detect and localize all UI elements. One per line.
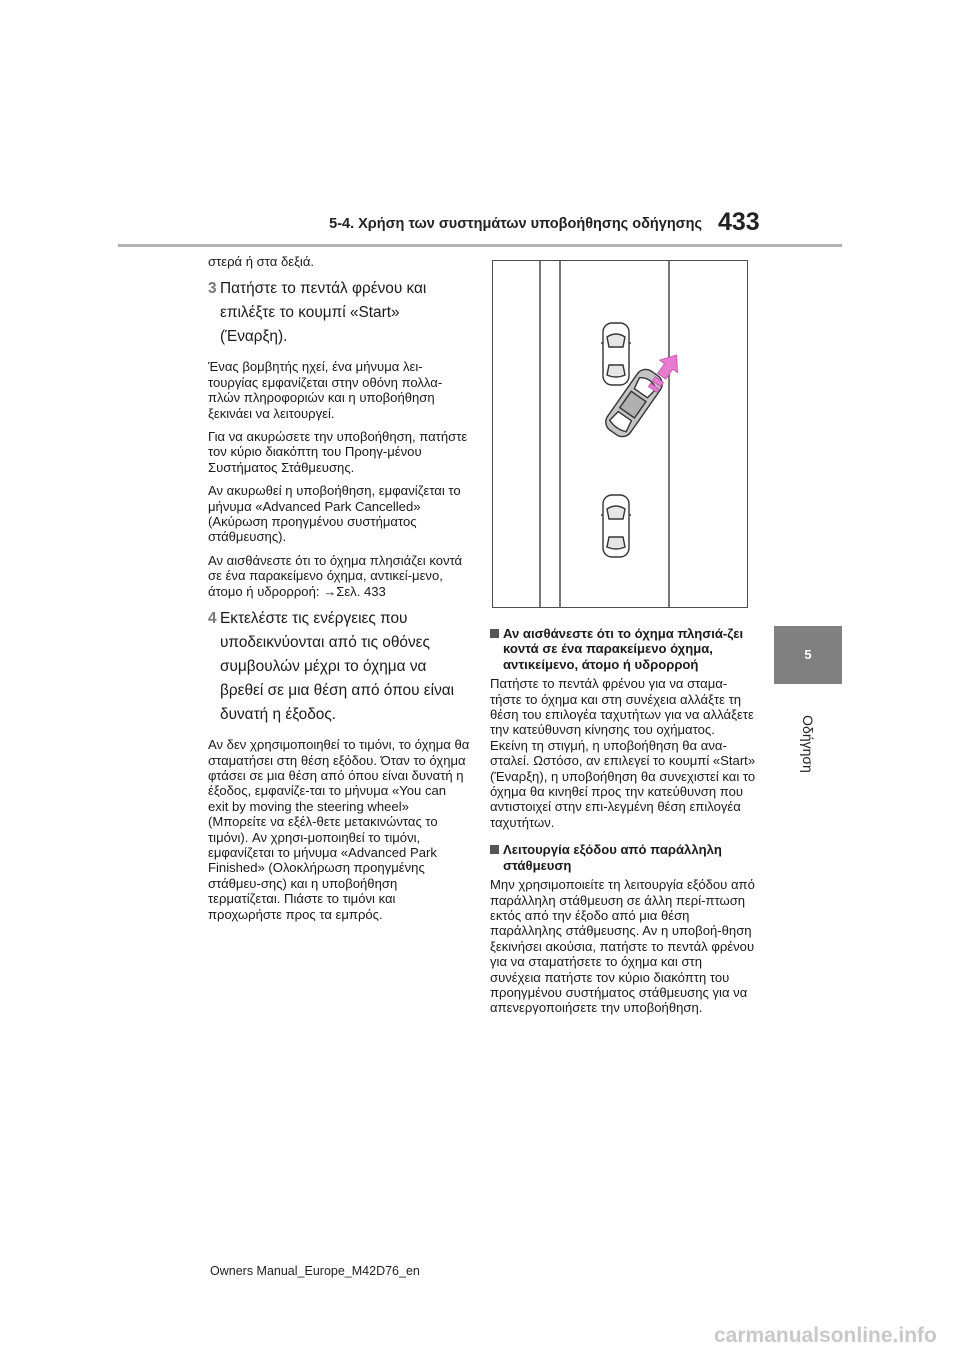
- subheading: [490, 626, 756, 672]
- step-text: Πατήστε το πεντάλ φρένου και επιλέξτε το κουμπί «Start» (Έναρξη).: [220, 280, 427, 346]
- chapter-label: Οδήγηση: [800, 715, 816, 773]
- left-column: [208, 254, 470, 930]
- paragraph: Για να ακυρώσετε την υποβοήθηση, πατήστε τον κύριο διακόπτη του Προηγ-μένου Συστήματος Στάθμευσης.: [208, 429, 468, 475]
- step-number: 3: [208, 280, 217, 298]
- square-bullet-icon: [490, 845, 499, 854]
- step-text: Εκτελέστε τις ενέργειες που υποδεικνύονται από τις οθόνες συμβουλών μέχρι το όχημα να βρεθεί σε μια θέση από όπου είναι δυνατή η έξοδος.: [220, 610, 455, 724]
- chapter-tab[interactable]: 5: [774, 626, 842, 684]
- paragraph: Μην χρησιμοποιείτε τη λειτουργία εξόδου από παράλληλη στάθμευση σε άλλη περί-πτωση εκτός από την έξοδο από μια θέση παράλληλης στάθμευσης. Αν η υποβοή-θηση ξεκινήσει ακούσια, πατήστε το πεντάλ φρένου για να σταματήσετε το όχημα και στη συνέχεια πατήστε τον κύριο διακόπτη του προηγμένου συστήματος στάθμευσης για να απενεργοποιήσετε την υποβοήθηση.: [490, 877, 755, 1016]
- intro-text: στερά ή στα δεξιά.: [208, 254, 315, 269]
- step-3: [208, 277, 470, 349]
- parked-car-rear: [601, 495, 631, 557]
- section-title: 5-4. Χρήση των συστημάτων υποβοήθησης οδήγησης: [329, 216, 702, 232]
- paragraph: Αν δεν χρησιμοποιηθεί το τιμόνι, το όχημα θα σταματήσει στη θέση εξόδου. Όταν το όχημα φτάσει σε μια θέση από όπου είναι δυνατή η έξοδος, εμφανίζε-ται το μήνυμα «You can exit by moving the steering wheel» (Μπορείτε να εξέλ-θετε μετακινώντας το τιμόνι). Αν χρησι-μοποιηθεί το τιμόνι, εμφανίζεται το μήνυμα «Advanced Park Finished» (Ολοκλήρωση προηγμένης στάθμευ-σης) και η υποβοήθηση τερματίζεται. Πιάστε το τιμόνι και προχωρήστε προς τα εμπρός.: [208, 737, 470, 922]
- paragraph: Αν αισθάνεστε ότι το όχημα πλησιάζει κοντά σε ένα παρακείμενο όχημα, αντικεί-μενο, άτομο ή υδρορροή: →Σελ. 433: [208, 552, 463, 599]
- parking-exit-illustration: [492, 260, 748, 608]
- paragraph: Πατήστε το πεντάλ φρένου για να σταμα-τήστε το όχημα και στη συνέχεια αλλάξτε τη θέση του επιλογέα ταχυτήτων για να αλλάξετε την κατεύθυνση κίνησης του οχήματος.: [490, 676, 754, 738]
- parked-car-front: [601, 323, 631, 385]
- square-bullet-icon: [490, 629, 499, 638]
- paragraph: Ένας βομβητής ηχεί, ένα μήνυμα λει-τουργίας εμφανίζεται στην οθόνη πολλα-πλών πληροφοριών και η υποβοήθηση ξεκινάει να λειτουργεί.: [208, 359, 443, 421]
- footer-text: Owners Manual_Europe_M42D76_en: [210, 1264, 420, 1278]
- step-number: 4: [208, 610, 217, 628]
- header-divider: [118, 244, 842, 247]
- subheading-text: Λειτουργία εξόδου από παράλληλη στάθμευση: [503, 842, 722, 873]
- paragraph: Εκείνη τη στιγμή, η υποβοήθηση θα ανα-σταλεί. Ωστόσο, αν επιλεγεί το κουμπί «Start» (Έναρξη), η υποβοήθηση θα συνεχιστεί και το όχημα θα κινηθεί προς την κατεύθυνση που αντιστοιχεί στην επι-λεγμένη θέση επιλογέα ταχυτήτων.: [490, 737, 756, 830]
- page-number: 433: [718, 208, 760, 236]
- right-column: [490, 626, 756, 1024]
- subheading-text: Αν αισθάνεστε ότι το όχημα πλησιά-ζει κοντά σε ένα παρακείμενο όχημα, αντικείμενο, άτομο ή υδρορροή: [503, 626, 744, 672]
- watermark[interactable]: carmanualsonline.info: [714, 1324, 937, 1347]
- paragraph: Αν ακυρωθεί η υποβοήθηση, εμφανίζεται το μήνυμα «Advanced Park Cancelled» (Ακύρωση προηγμένου συστήματος στάθμευσης).: [208, 483, 461, 545]
- step-4: [208, 607, 470, 727]
- subheading: [490, 842, 756, 873]
